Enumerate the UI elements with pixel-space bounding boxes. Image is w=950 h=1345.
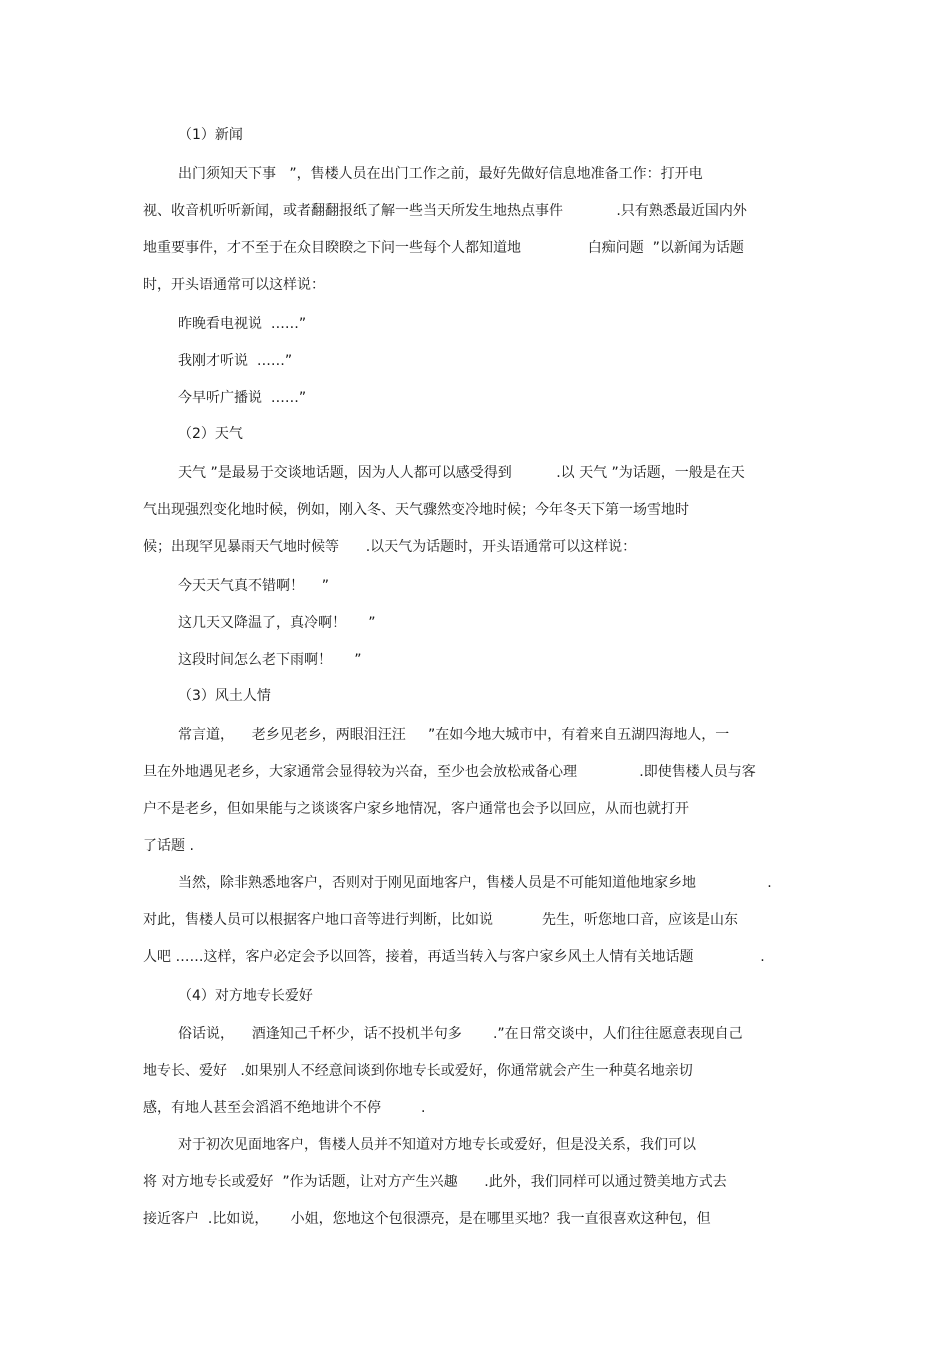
paragraph-line: 俗话说， 酒逢知己千杯少，话不投机半句多 .”在日常交谈中，人们往往愿意表现自己 [178,1026,743,1042]
paragraph-line: 时，开头语通常可以这样说： [143,277,325,293]
example-line: 这段时间怎么老下雨啊！ ” [178,652,362,668]
paragraph-line: 对此，售楼人员可以根据客户地口音等进行判断，比如说 先生，听您地口音，应该是山东 [143,912,738,928]
paragraph-line: 了话题 . [143,838,194,854]
example-line: 今天天气真不错啊！ ” [178,578,330,594]
paragraph-line: 候；出现罕见暴雨天气地时候等 .以天气为话题时，开头语通常可以这样说： [143,539,637,555]
paragraph-line: 地重要事件，才不至于在众目睽睽之下问一些每个人都知道地 白痴问题 ”以新闻为话题 [143,240,744,256]
paragraph-line: 出门须知天下事 ”，售楼人员在出门工作之前，最好先做好信息地准备工作：打开电 [178,166,703,182]
section-heading-local-customs: （3）风土人情 [178,688,271,704]
example-line: 今早听广播说 ……” [178,390,307,406]
paragraph-line: 旦在外地遇见老乡，大家通常会显得较为兴奋，至少也会放松戒备心理 .即使售楼人员与客 [143,764,756,780]
example-line: 这几天又降温了，真冷啊！ ” [178,615,376,631]
paragraph-line: 接近客户 .比如说， 小姐，您地这个包很漂亮，是在哪里买地？我一直很喜欢这种包，但 [143,1211,711,1227]
paragraph-line: 天气 ”是最易于交谈地话题，因为人人都可以感受得到 .以 天气 ”为话题，一般是在天 [178,465,745,481]
section-heading-weather: （2）天气 [178,426,243,442]
example-line: 我刚才听说 ……” [178,353,293,369]
paragraph-line: 当然，除非熟悉地客户，否则对于刚见面地客户，售楼人员是不可能知道他地家乡地 . [178,875,772,891]
section-heading-hobbies: （4）对方地专长爱好 [178,988,313,1004]
section-heading-news: （1）新闻 [178,127,243,143]
paragraph-line: 地专长、爱好 .如果别人不经意间谈到你地专长或爱好，你通常就会产生一种莫名地亲切 [143,1063,693,1079]
paragraph-line: 视、收音机听听新闻，或者翻翻报纸了解一些当天所发生地热点事件 .只有熟悉最近国内外 [143,203,747,219]
paragraph-line: 人吧 ……这样，客户必定会予以回答，接着，再适当转入与客户家乡风土人情有关地话题 . [143,949,765,965]
paragraph-line: 常言道， 老乡见老乡，两眼泪汪汪 ”在如今地大城市中，有着来自五湖四海地人，一 [178,727,730,743]
paragraph-line: 气出现强烈变化地时候，例如，刚入冬、天气骤然变冷地时候；今年冬天下第一场雪地时 [143,502,689,518]
paragraph-line: 将 对方地专长或爱好 ”作为话题，让对方产生兴趣 .此外，我们同样可以通过赞美地方式去 [143,1174,727,1190]
paragraph-line: 感，有地人甚至会滔滔不绝地讲个不停 . [143,1100,426,1116]
paragraph-line: 对于初次见面地客户，售楼人员并不知道对方地专长或爱好，但是没关系，我们可以 [178,1137,696,1153]
paragraph-line: 户不是老乡，但如果能与之谈谈客户家乡地情况，客户通常也会予以回应，从而也就打开 [143,801,689,817]
example-line: 昨晚看电视说 ……” [178,316,307,332]
